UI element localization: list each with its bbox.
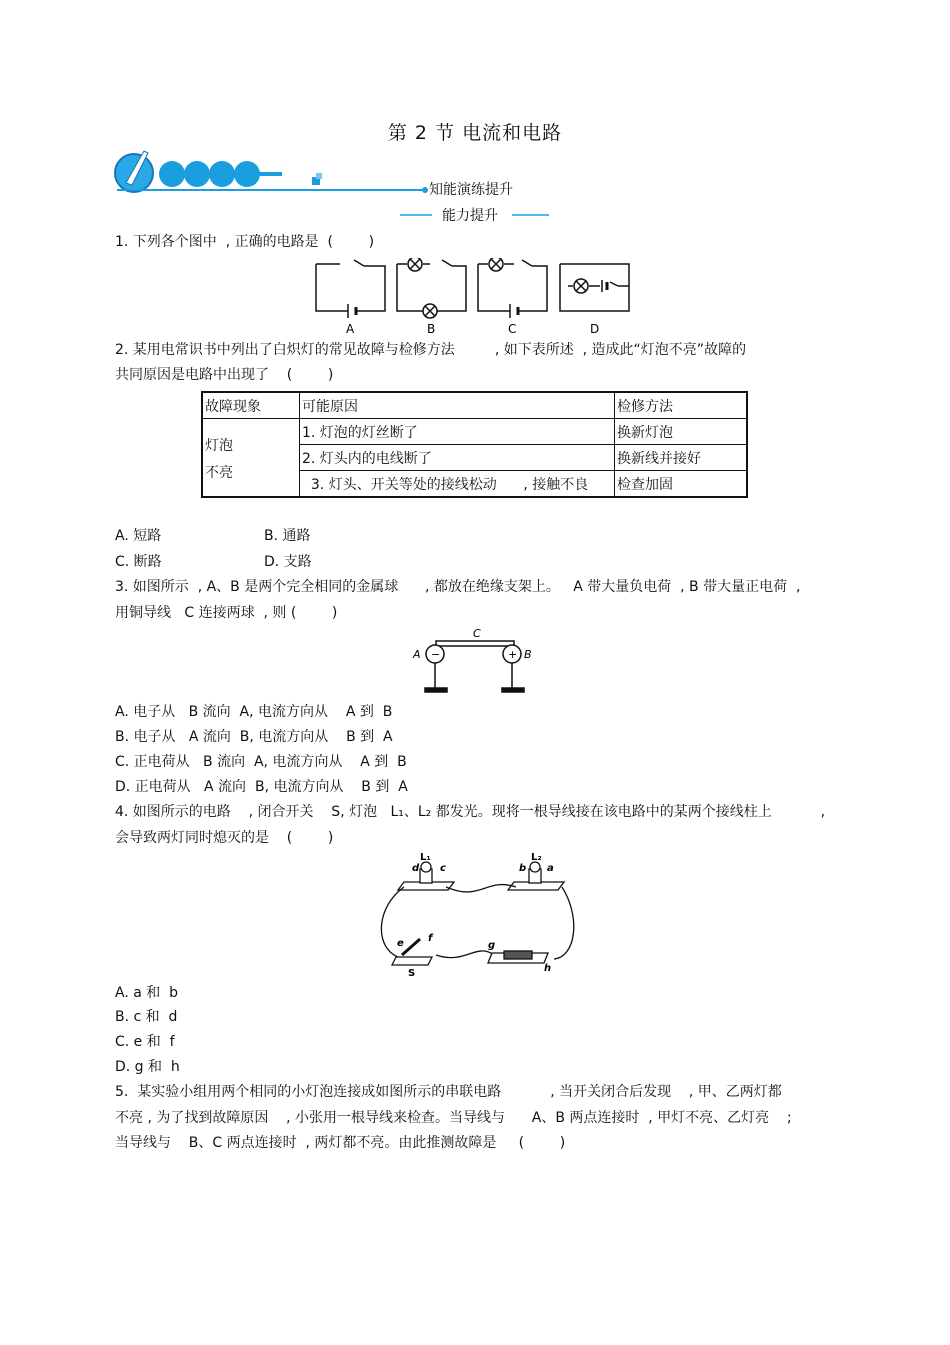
table-header-row — [202, 392, 747, 419]
minus-sign: − — [431, 648, 441, 661]
wire-c-label: C — [473, 627, 481, 640]
q4-stem-line1: 4. 如图所示的电路 , 闭合开关 S, 灯泡 L₁、L₂ 都发光。现将一根导线接在该电路中的某两个接线柱上 , — [115, 804, 826, 820]
phenomenon-line1: 灯泡 — [205, 438, 233, 454]
q2-option-d: D. 支路 — [264, 554, 312, 570]
q3-option-a: A. 电子从 B 流向 A, 电流方向从 A 到 B — [115, 704, 393, 720]
q2-option-a: A. 短路 — [115, 528, 162, 544]
q2-option-b: B. 通路 — [264, 528, 311, 544]
q4-option-c: C. e 和 f — [115, 1034, 175, 1050]
fix-cell: 换新线并接好 — [615, 445, 748, 471]
phenomenon-cell — [202, 419, 300, 498]
terminal-f: f — [428, 933, 433, 944]
terminal-c: c — [440, 863, 446, 874]
q1-label-b: B — [427, 322, 436, 336]
q2-option-c: C. 断路 — [115, 554, 162, 570]
q3-metal-spheres-figure — [408, 624, 548, 699]
q4-stem-line2: 会导致两灯同时熄灭的是 ( ) — [115, 830, 334, 846]
q3-stem-line2: 用铜导线 C 连接两球 , 则 ( ) — [115, 605, 338, 621]
banner-sublabel: 能力提升 — [442, 208, 498, 224]
q5-stem-line1: 5. 某实验小组用两个相同的小灯泡连接成如图所示的串联电路 , 当开关闭合后发现 , 甲、乙两灯都 — [115, 1084, 782, 1100]
q3-stem-line1: 3. 如图所示 , A、B 是两个完全相同的金属球 , 都放在绝缘支架上。 A 带大量负电荷 , B 带大量正电荷 , — [115, 579, 801, 595]
terminal-a: a — [547, 863, 554, 874]
q3-option-d: D. 正电荷从 A 流向 B, 电流方向从 B 到 A — [115, 779, 408, 795]
l2-label: L₂ — [531, 852, 542, 863]
q4-option-d: D. g 和 h — [115, 1059, 180, 1075]
q1-label-c: C — [508, 322, 517, 336]
header-cause: 可能原因 — [300, 392, 615, 419]
q2-stem-line1: 2. 某用电常识书中列出了白炽灯的常见故障与检修方法 , 如下表所述 , 造成此“灯泡不亮”故障的 — [115, 342, 747, 358]
sphere-b-label: B — [524, 648, 532, 661]
q4-option-a: A. a 和 b — [115, 985, 179, 1001]
q1-circuit-figures — [310, 258, 640, 338]
phenomenon-line2: 不亮 — [205, 465, 233, 481]
terminal-d: d — [412, 863, 420, 874]
page-title: 第 2 节 电流和电路 — [387, 122, 563, 144]
table-row — [202, 419, 747, 445]
q3-option-b: B. 电子从 A 流向 B, 电流方向从 B 到 A — [115, 729, 393, 745]
q1-label-d: D — [590, 322, 600, 336]
l1-label: L₁ — [420, 852, 431, 863]
terminal-h: h — [544, 963, 552, 974]
cause-cell: 1. 灯泡的灯丝断了 — [300, 419, 615, 445]
terminal-e: e — [397, 938, 404, 949]
q4-circuit-figure — [376, 847, 576, 979]
sphere-a-label: A — [413, 648, 421, 661]
header-fix: 检修方法 — [615, 392, 748, 419]
banner-label: 知能演练提升 — [429, 182, 513, 198]
q1-label-a: A — [346, 322, 355, 336]
q4-option-b: B. c 和 d — [115, 1009, 178, 1025]
terminal-g: g — [488, 940, 496, 951]
q5-stem-line3: 当导线与 B、C 两点连接时 , 两灯都不亮。由此推测故障是 ( ) — [115, 1135, 566, 1151]
switch-s-label: S — [408, 968, 416, 979]
terminal-b: b — [519, 863, 527, 874]
header-phenomenon: 故障现象 — [202, 392, 300, 419]
q3-option-c: C. 正电荷从 B 流向 A, 电流方向从 A 到 B — [115, 754, 407, 770]
plus-sign: + — [508, 648, 518, 661]
q1-stem: 1. 下列各个图中 , 正确的电路是 ( ) — [115, 234, 375, 250]
fault-table — [201, 391, 748, 498]
q2-stem-line2: 共同原因是电路中出现了 ( ) — [115, 367, 334, 383]
fix-cell: 换新灯泡 — [615, 419, 748, 445]
cause-cell: 3. 灯头、开关等处的接线松动 , 接触不良 — [300, 471, 615, 498]
fix-cell: 检查加固 — [615, 471, 748, 498]
cause-cell: 2. 灯头内的电线断了 — [300, 445, 615, 471]
q5-stem-line2: 不亮 , 为了找到故障原因 , 小张用一根导线来检查。当导线与 A、B 两点连接时 , 甲灯不亮、乙灯亮 ; — [115, 1110, 792, 1126]
